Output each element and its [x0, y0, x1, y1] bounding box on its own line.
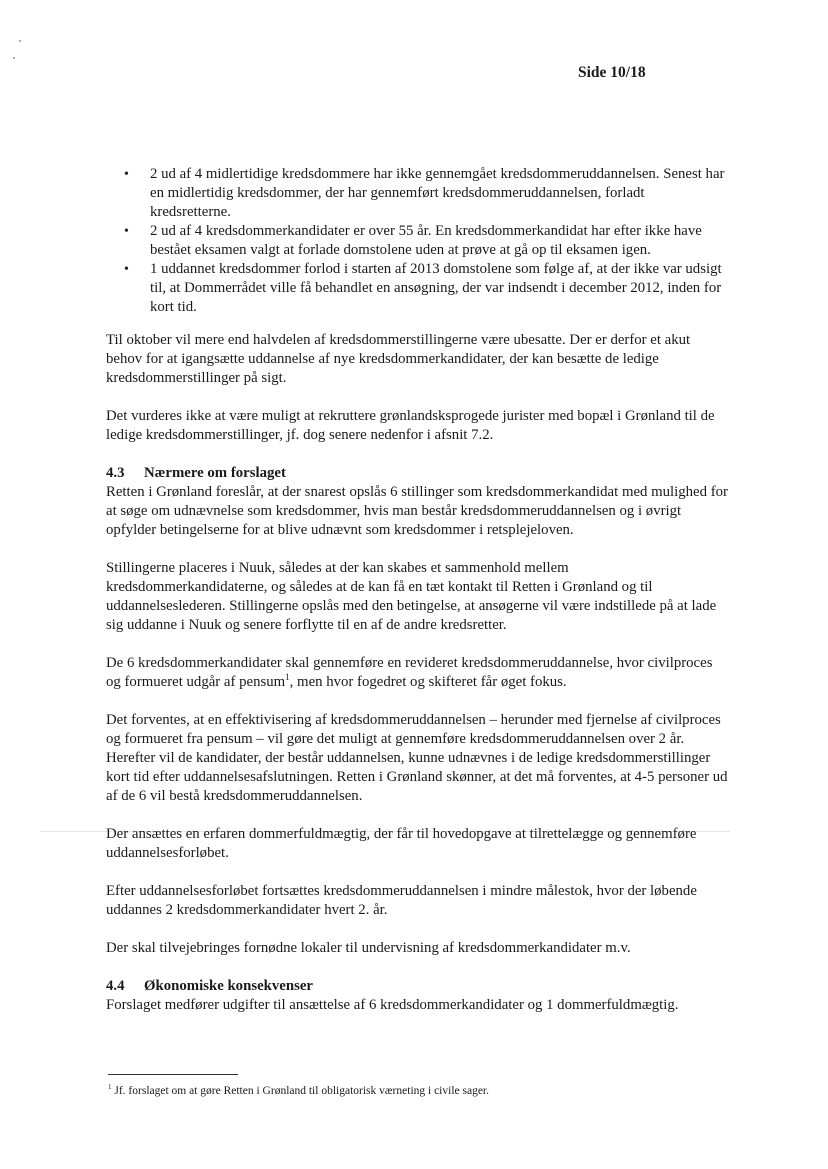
paragraph-vacancies: Til oktober vil mere end halvdelen af kredsdommerstillingerne være ubesatte. Der er derfor et akut behov for at igangsætte uddannelse af nye kredsdommerkandidater, der kan besætte de ledige kredsdommerstillinger på sigt. — [106, 332, 691, 386]
footnote-reference[interactable]: 1 — [285, 672, 290, 682]
section-4-4-body: Forslaget medfører udgifter til ansættelse af 6 kredsdommerkandidater og 1 dommerfuldmægtig. — [106, 997, 679, 1013]
section-title: Nærmere om forslaget — [144, 465, 286, 481]
list-item — [124, 165, 728, 222]
bullet-text: 1 uddannet kredsdommer forlod i starten af 2013 domstolene som følge af, at der ikke var udsigt til, at Dommerrådet ville få behandlet en ansøgning, der var indsendt i december 2012, inden for kort tid. — [150, 261, 722, 315]
paragraph-text: , men hvor fogedret og skifteret får øget fokus. — [289, 674, 567, 690]
paragraph-text: De 6 kredsdommerkandidater skal gennemføre en revideret kredsdommeruddannelse, hvor civilproces og formueret udgår af pensum — [106, 655, 713, 690]
list-item — [124, 260, 728, 317]
paragraph-revised-education — [106, 654, 728, 692]
section-heading-4-3 — [106, 464, 728, 483]
page-content — [106, 165, 728, 1030]
section-number: 4.3 — [106, 465, 125, 481]
paragraph-continuation: Efter uddannelsesforløbet fortsættes kredsdommeruddannelsen i mindre målestok, hvor der løbende uddannes 2 kredsdommerkandidater hvert 2. år. — [106, 883, 697, 918]
bullet-list — [106, 165, 728, 317]
paragraph-placement: Stillingerne placeres i Nuuk, således at der kan skabes et sammenhold mellem kredsdommerkandidaterne, og således at de kan få en tæt kontakt til Retten i Grønland og til uddannelseslederen. Stillingerne opslås med den betingelse, at ansøgerne vil være indstillede på at lade sig uddanne i Nuuk og senere forflytte til en af de andre kredsretter. — [106, 560, 717, 633]
footnote-marker: 1 — [108, 1083, 112, 1091]
footnote-text: Jf. forslaget om at gøre Retten i Grønland til obligatorisk værneting i civile sager. — [114, 1085, 490, 1097]
bullet-text: 2 ud af 4 midlertidige kredsdommere har ikke gennemgået kredsdommeruddannelsen. Senest har en midlertidig kredsdommer, der har gennemført kredsdommeruddannelsen, forladt kredsretterne. — [150, 166, 725, 220]
bullet-icon: • — [124, 224, 129, 239]
section-title: Økonomiske konsekvenser — [144, 978, 313, 994]
section-heading-4-4 — [106, 977, 728, 996]
list-item — [124, 222, 728, 260]
section-number: 4.4 — [106, 978, 125, 994]
footnote — [108, 1084, 489, 1098]
bullet-icon: • — [124, 167, 129, 182]
page-number: Side 10/18 — [578, 64, 646, 81]
footnote-separator — [108, 1074, 238, 1075]
bullet-icon: • — [124, 262, 129, 277]
paragraph-recruitment: Det vurderes ikke at være muligt at rekruttere grønlandsksprogede jurister med bopæl i Grønland til de ledige kredsdommerstillinger, jf. dog senere nedenfor i afsnit 7.2. — [106, 408, 715, 443]
paragraph-efficiency: Det forventes, at en effektivisering af kredsdommeruddannelsen – herunder med fjernelse af civilproces og formueret fra pensum – vil gøre det muligt at gennemføre kredsdommeruddannelsen over 2 år. Herefter vil de kandidater, der består uddannelsen, kunne udnævnes i de ledige kredsdommerstillinger kort tid efter uddannelsesafslutningen. Retten i Grønland skønner, at det må forventes, at 4-5 personer ud af de 6 vil bestå kredsdommeruddannelsen. — [106, 712, 728, 804]
paragraph-premises: Der skal tilvejebringes fornødne lokaler til undervisning af kredsdommerkandidater m.v. — [106, 940, 631, 956]
paragraph-staff: Der ansættes en erfaren dommerfuldmægtig, der får til hovedopgave at tilrettelægge og gennemføre uddannelsesforløbet. — [106, 826, 697, 861]
scan-speck — [19, 40, 21, 42]
section-4-3-intro: Retten i Grønland foreslår, at der snarest opslås 6 stillinger som kredsdommerkandidat med mulighed for at søge om udnævnelse som kredsdommer, hvis man består kredsdommeruddannelsen og i øvrigt opfylder betingelserne for at blive udnævnt som kredsdommer i retsplejeloven. — [106, 484, 728, 538]
scan-speck — [13, 57, 15, 59]
bullet-text: 2 ud af 4 kredsdommerkandidater er over 55 år. En kredsdommerkandidat har efter ikke have bestået eksamen valgt at forlade domstolene uden at prøve at gå op til eksamen igen. — [150, 223, 702, 258]
